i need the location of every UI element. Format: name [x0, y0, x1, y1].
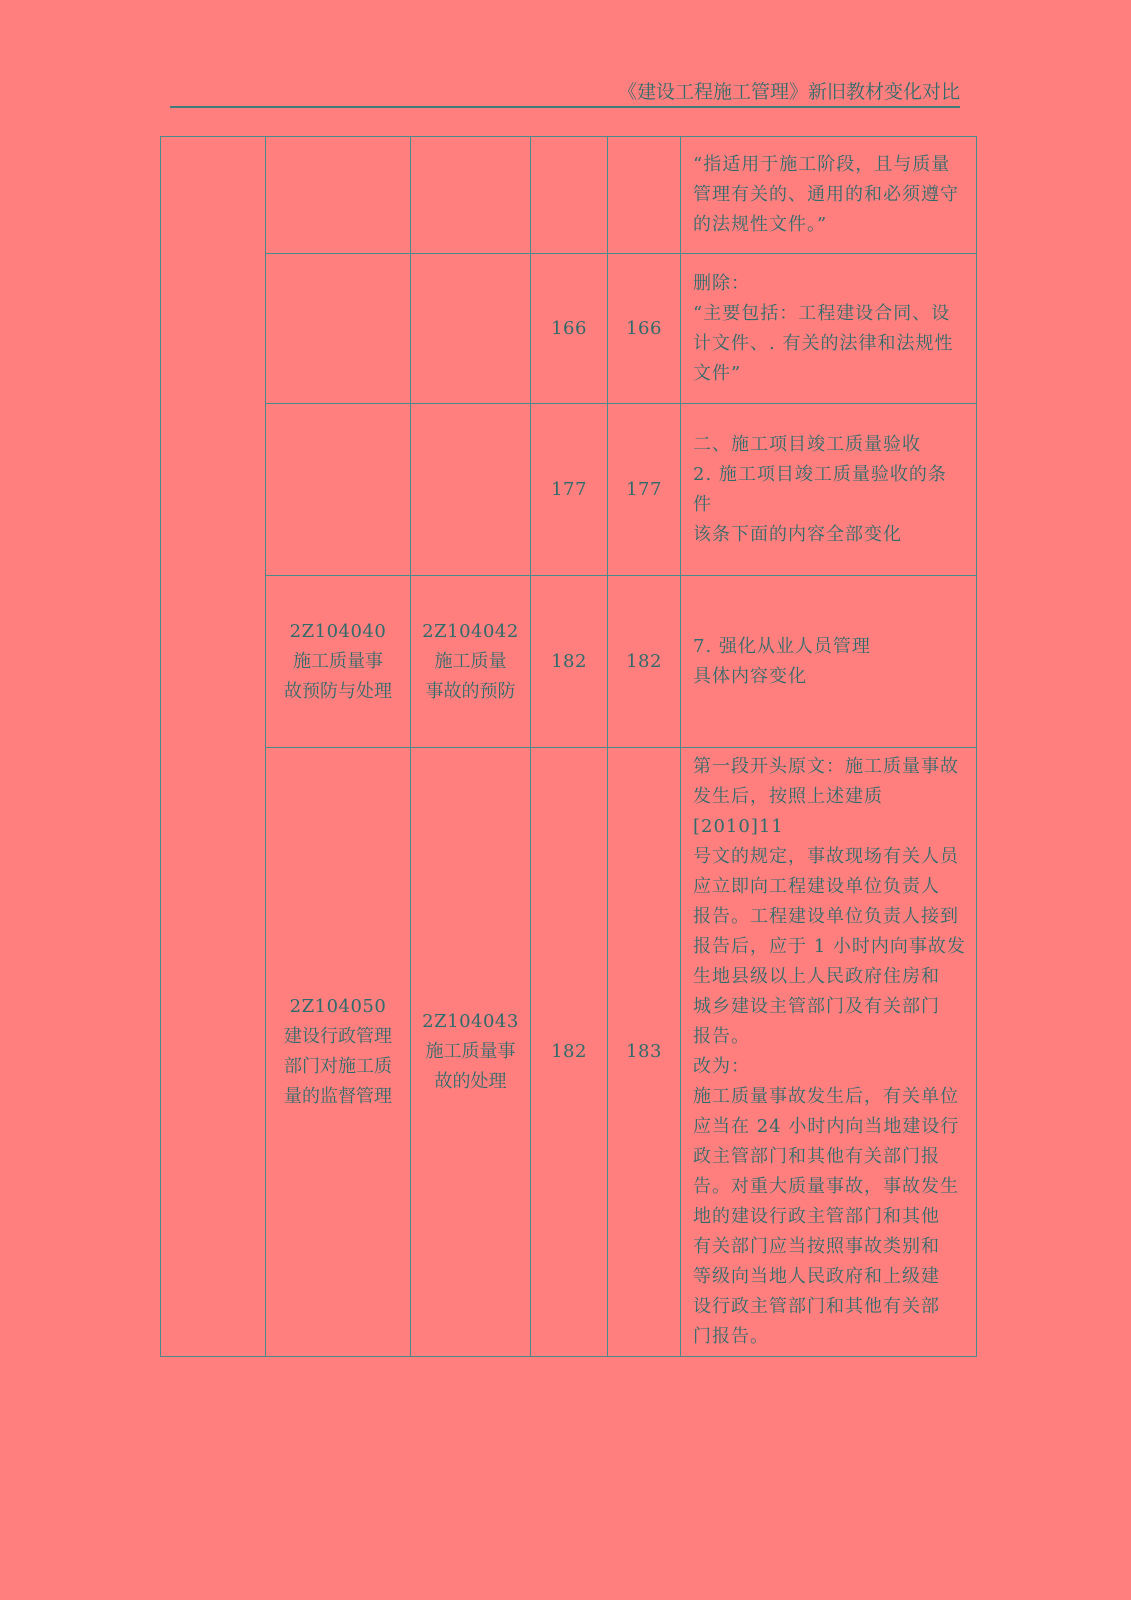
item-cell	[411, 137, 531, 254]
change-line: 管理有关的、通用的和必须遵守	[693, 184, 959, 205]
item-code: 2Z104043	[422, 1011, 519, 1032]
change-cell	[681, 404, 977, 576]
change-line: 2. 施工项目竣工质量验收的条	[693, 463, 947, 485]
change-line: 告。对重大质量事故，事故发生	[693, 1176, 959, 1197]
table-row	[161, 576, 977, 748]
change-line: “主要包括：工程建设合同、设	[693, 302, 951, 324]
old-page-cell: 166	[531, 254, 608, 404]
change-line: 有关部门应当按照事故类别和	[693, 1236, 940, 1257]
section-title-line: 施工质量事	[293, 650, 383, 672]
change-line: 生地县级以上人民政府住房和	[693, 966, 940, 987]
header-divider	[170, 106, 960, 108]
item-title-line: 故的处理	[434, 1071, 507, 1092]
comparison-table	[160, 136, 977, 1357]
section-code: 2Z104050	[289, 996, 387, 1017]
item-cell	[411, 576, 531, 748]
section-code: 2Z104040	[289, 620, 387, 642]
change-line: 应当在 24 小时内向当地建设行	[693, 1116, 960, 1137]
item-title-line: 施工质量	[434, 650, 507, 672]
change-line: 计文件、. 有关的法律和法规性	[693, 332, 954, 354]
section-cell	[266, 748, 411, 1357]
change-line: 件	[693, 493, 712, 515]
old-page-cell: 182	[531, 576, 608, 748]
item-code: 2Z104042	[422, 620, 519, 642]
table-row	[161, 137, 977, 254]
item-title-line: 事故的预防	[425, 680, 516, 702]
change-line: 发生后，按照上述建质[2010]11	[693, 786, 883, 837]
change-line: 报告后，应于 1 小时内向事故发	[693, 936, 966, 957]
change-line: 第一段开头原文：施工质量事故	[693, 756, 959, 777]
item-cell	[411, 404, 531, 576]
section-title-line: 故预防与处理	[284, 680, 392, 702]
table-row	[161, 404, 977, 576]
change-line: 该条下面的内容全部变化	[693, 523, 902, 545]
change-line: 设行政主管部门和其他有关部	[693, 1296, 940, 1317]
change-line: “指适用于施工阶段，且与质量	[693, 154, 951, 175]
chapter-cell	[161, 137, 266, 1357]
section-title-line: 部门对施工质	[284, 1056, 392, 1077]
change-line: 政主管部门和其他有关部门报	[693, 1146, 940, 1167]
change-cell	[681, 748, 977, 1357]
old-page-cell	[531, 137, 608, 254]
change-cell	[681, 137, 977, 254]
item-cell	[411, 748, 531, 1357]
change-line: 门报告。	[693, 1326, 769, 1347]
section-cell	[266, 254, 411, 404]
change-line: 应立即向工程建设单位负责人	[693, 876, 940, 897]
section-title-line: 量的监督管理	[284, 1086, 392, 1107]
page-header-title: 《建设工程施工管理》新旧教材变化对比	[617, 81, 960, 103]
old-page-cell: 177	[531, 404, 608, 576]
change-cell	[681, 254, 977, 404]
change-line: 地的建设行政主管部门和其他	[693, 1206, 940, 1227]
new-page-cell: 183	[608, 748, 681, 1357]
section-cell	[266, 576, 411, 748]
change-line: 城乡建设主管部门及有关部门	[693, 996, 940, 1017]
page-header	[170, 80, 960, 108]
table-row	[161, 254, 977, 404]
change-line: 改为：	[693, 1056, 750, 1077]
change-line: 等级向当地人民政府和上级建	[693, 1266, 940, 1287]
new-page-cell	[608, 137, 681, 254]
section-title-line: 建设行政管理	[284, 1026, 392, 1047]
change-line: 删除：	[693, 272, 750, 294]
change-line: 二、施工项目竣工质量验收	[693, 433, 921, 455]
new-page-cell: 166	[608, 254, 681, 404]
change-line: 具体内容变化	[693, 665, 807, 687]
section-cell	[266, 137, 411, 254]
change-line: 号文的规定，事故现场有关人员	[693, 846, 959, 867]
section-cell	[266, 404, 411, 576]
new-page-cell: 182	[608, 576, 681, 748]
old-page-cell: 182	[531, 748, 608, 1357]
change-line: 报告。	[693, 1026, 750, 1047]
change-line: 的法规性文件。”	[693, 214, 828, 235]
change-line: 报告。工程建设单位负责人接到	[693, 906, 959, 927]
change-cell	[681, 576, 977, 748]
change-line: 施工质量事故发生后，有关单位	[693, 1086, 959, 1107]
new-page-cell: 177	[608, 404, 681, 576]
change-line: 文件”	[693, 362, 742, 384]
item-title-line: 施工质量事	[425, 1041, 516, 1062]
item-cell	[411, 254, 531, 404]
table-row	[161, 748, 977, 1357]
change-line: 7. 强化从业人员管理	[693, 635, 871, 657]
